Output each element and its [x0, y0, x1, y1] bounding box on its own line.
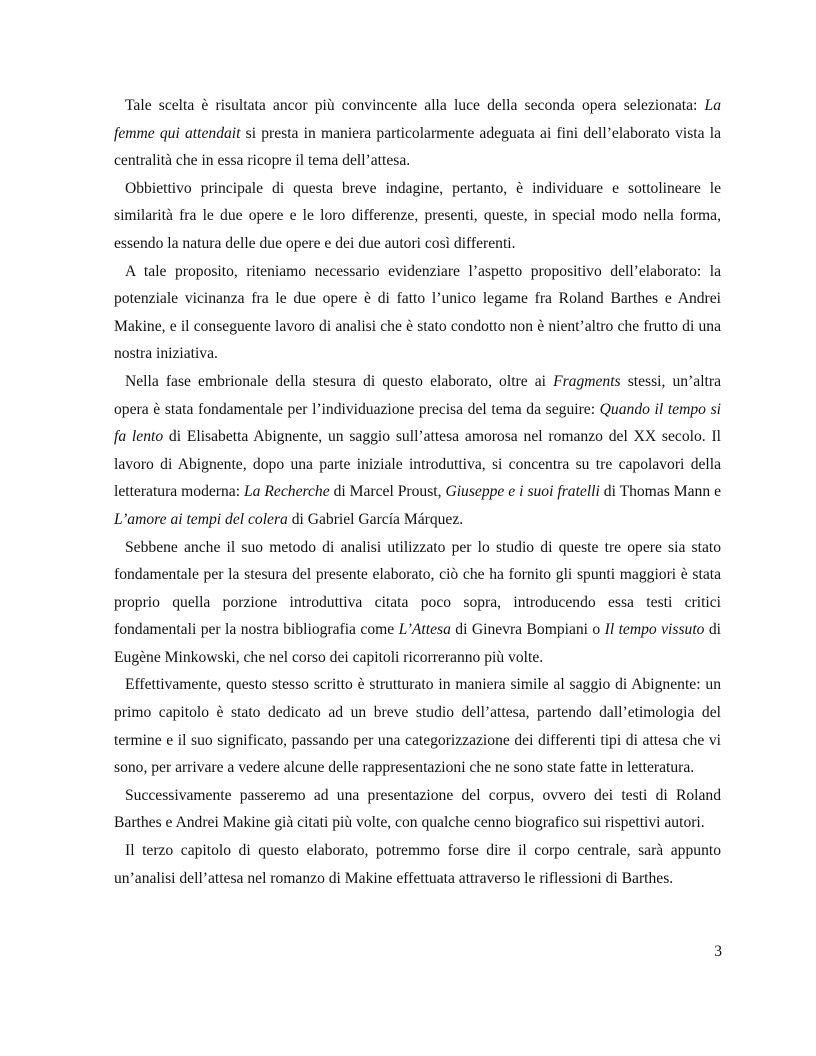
text-run: A tale proposito, riteniamo necessario evidenziare l’aspetto propositivo dell’elaborato: la potenziale vicinanza fra le due opere è di fatto l’unico legame fra Roland Barthes e Andrei Makine, e il conseguente lavoro di analisi che è stato condotto non è nient’altro che frutto di una nostra iniziativa. — [114, 262, 721, 363]
text-run: Successivamente passeremo ad una presentazione del corpus, ovvero dei testi di Roland Barthes e Andrei Makine già citati più volte, con qualche cenno biografico sui rispettivi autori. — [114, 786, 721, 832]
paragraph-4 — [114, 368, 721, 534]
text-run: Obbiettivo principale di questa breve indagine, pertanto, è individuare e sottolineare le similarità fra le due opere e le loro differenze, presenti, queste, in special modo nella forma, essendo la natura delle due opere e dei due autori così differenti. — [114, 179, 721, 252]
paragraph-5 — [114, 534, 721, 672]
text-run: Il terzo capitolo di questo elaborato, potremmo forse dire il corpo centrale, sarà appunto un’analisi dell’attesa nel romanzo di Makine effettuata attraverso le riflessioni di Barthes. — [114, 842, 721, 887]
document-page — [114, 92, 721, 892]
italic-title: La femme qui attendait — [114, 97, 721, 142]
text-run: di Ginevra Bompiani o — [450, 621, 605, 639]
italic-title: Quando il tempo si fa lento — [114, 400, 721, 446]
text-run: di Gabriel García Márquez. — [287, 510, 464, 528]
paragraph-2 — [114, 175, 721, 258]
text-run: di Eugène Minkowski, che nel corso dei capitoli ricorreranno più volte. — [114, 621, 722, 666]
text-run: stessi, un’altra opera è stata fondamentale per l’individuazione precisa del tema da seguire: — [114, 372, 721, 418]
italic-title: Il tempo vissuto — [604, 621, 705, 639]
text-run: si presta in maniera particolarmente adeguata ai fini dell’elaborato vista la centralità che in essa ricopre il tema dell’attesa. — [114, 124, 722, 170]
italic-title: Giuseppe e i suoi fratelli — [445, 483, 600, 501]
text-run: di Elisabetta Abignente, un saggio sull’attesa amorosa nel romanzo del XX secolo. Il lavoro di Abignente, dopo una parte iniziale introduttiva, si concentra su tre capolavori della letteratura moderna: — [114, 428, 721, 501]
text-run: di Marcel Proust, — [329, 483, 446, 501]
text-run: Tale scelta è risultata ancor più convincente alla luce della seconda opera selezionata: — [125, 97, 705, 114]
text-run: Sebbene anche il suo metodo di analisi utilizzato per lo studio di queste tre opere sia stato fondamentale per la stesura del presente elaborato, ciò che ha fornito gli spunti maggiori è stata proprio quella porzione introduttiva citata poco sopra, introducendo essa testi critici fondamentali per la nostra bibliografia come — [114, 538, 721, 639]
italic-title: L’amore ai tempi del colera — [114, 510, 288, 528]
italic-title: L’Attesa — [398, 621, 451, 639]
text-run: Effettivamente, questo stesso scritto è strutturato in maniera simile al saggio di Abignente: un primo capitolo è stato dedicato ad un breve studio dell’attesa, partendo dall’etimologia del termine e il suo significato, passando per una categorizzazione dei differenti tipi di attesa che vi sono, per arrivare a vedere alcune delle rappresentazioni che ne sono state fatte in letteratura. — [114, 676, 721, 777]
paragraph-1 — [114, 92, 721, 175]
text-run: di Thomas Mann e — [599, 483, 721, 501]
paragraph-7 — [114, 782, 721, 837]
text-run: Nella fase embrionale della stesura di questo elaborato, oltre ai — [125, 372, 554, 390]
italic-title: Fragments — [553, 372, 621, 390]
paragraph-8 — [114, 837, 721, 892]
paragraph-6 — [114, 671, 721, 781]
page-number: 3 — [714, 943, 722, 960]
paragraph-3 — [114, 258, 721, 368]
italic-title: La Recherche — [243, 483, 330, 501]
